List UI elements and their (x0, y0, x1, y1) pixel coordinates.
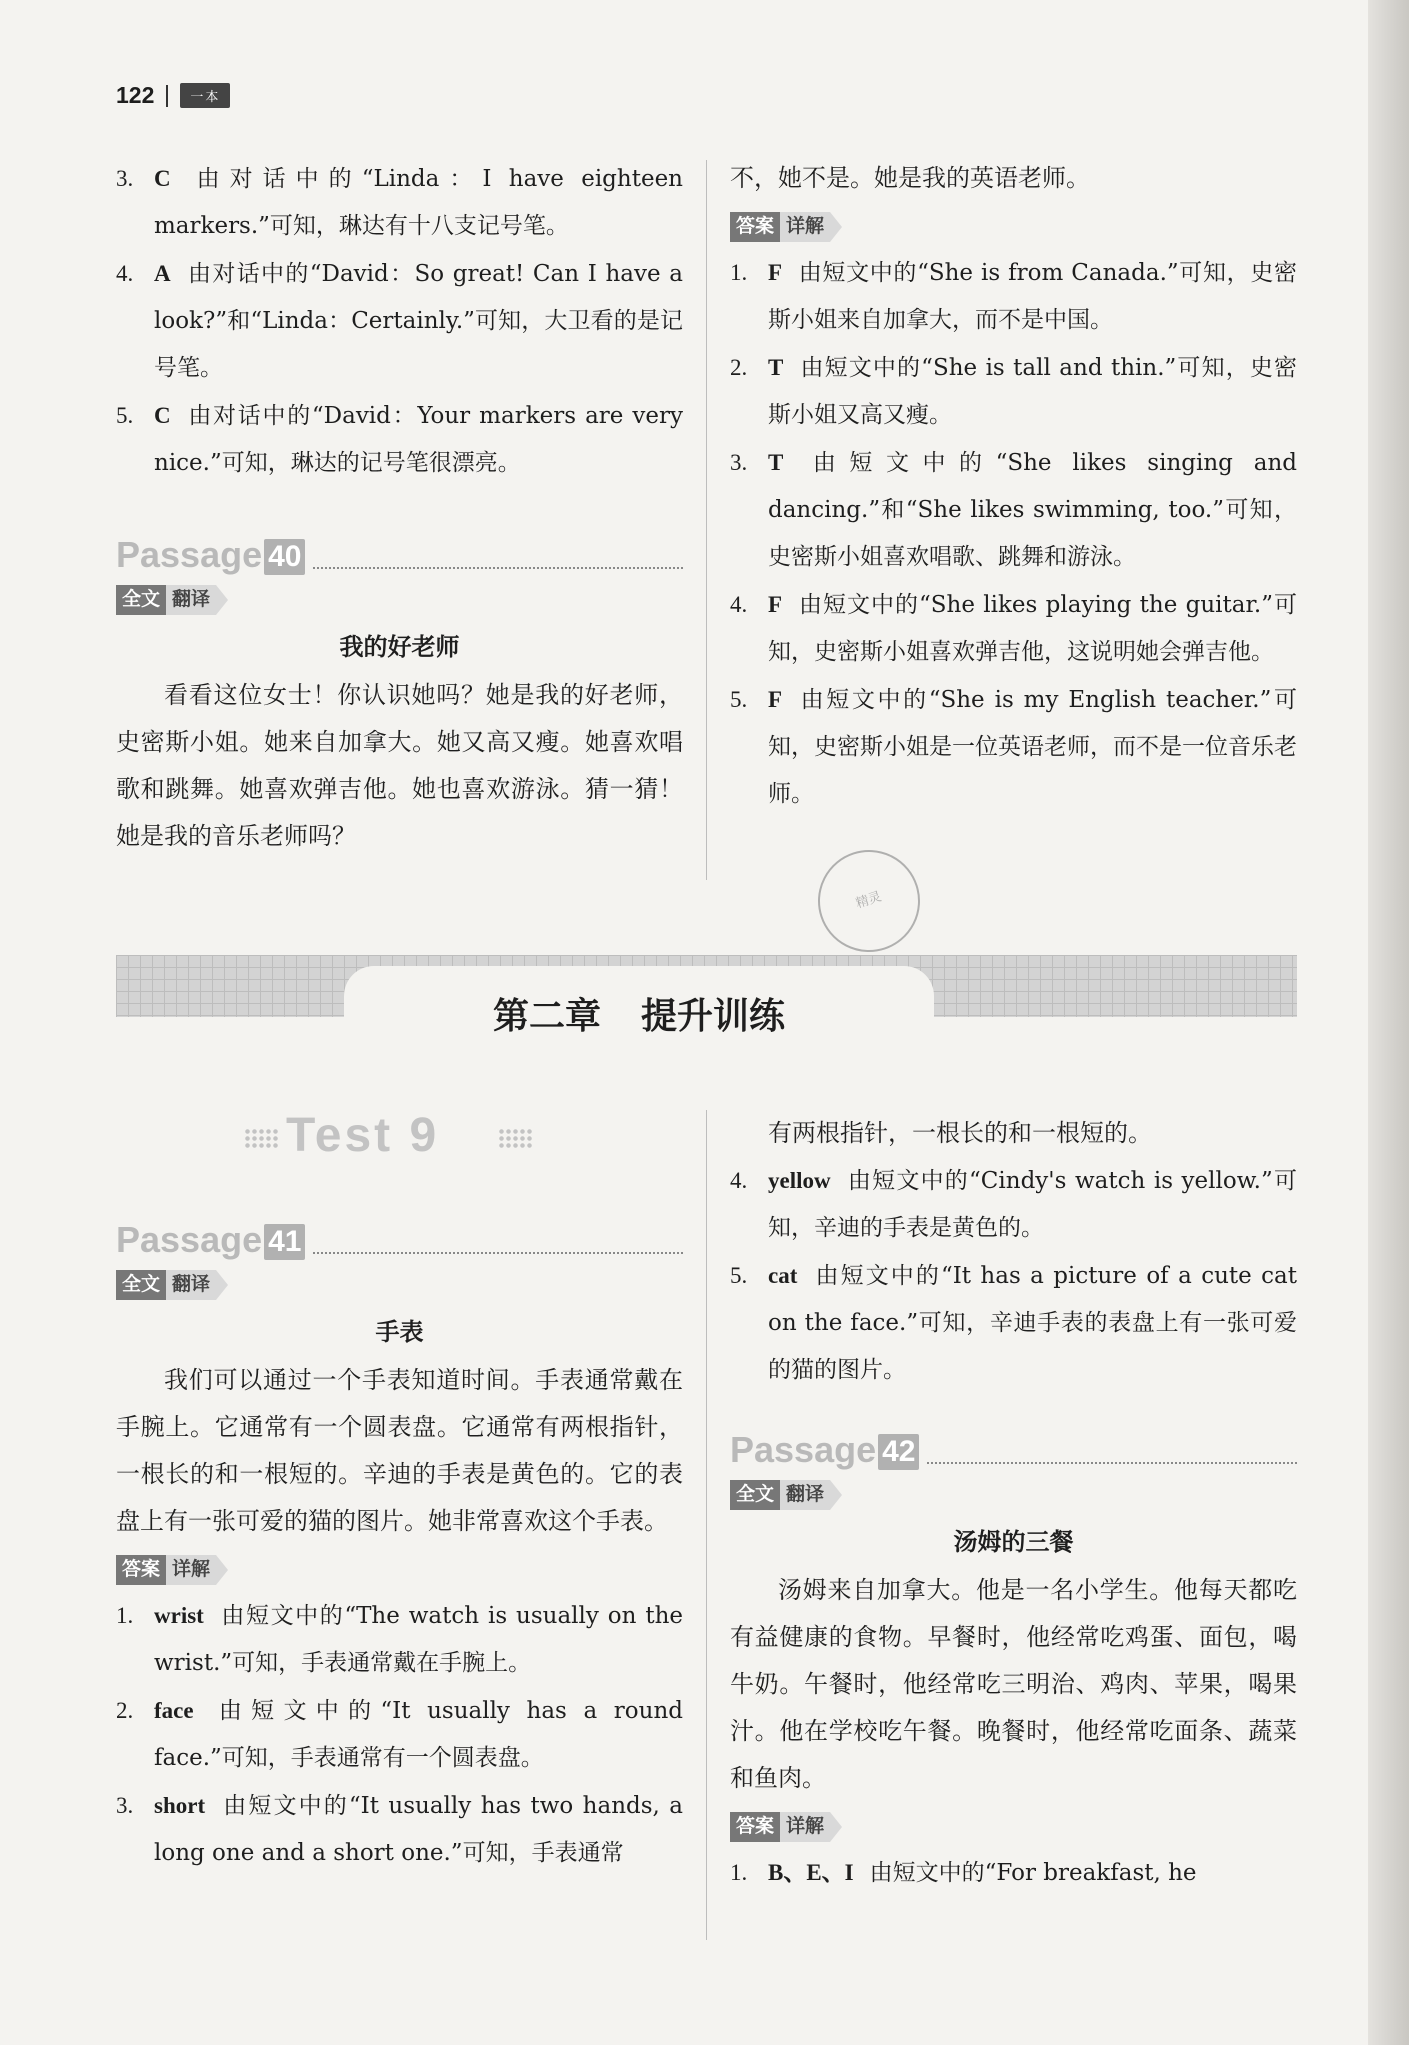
dotted-rule (927, 1462, 1297, 1464)
answer-item (730, 581, 1297, 676)
answer-item (730, 249, 1297, 344)
item-explanation: 由短文中的“She likes singing and dancing.”和“She likes swimming, too.”可知，史密斯小姐喜欢唱歌、跳舞和游泳。 (768, 450, 1297, 570)
item-number: 1. (116, 1603, 134, 1628)
item-answer: B、E、I (768, 1860, 854, 1885)
badge-part-2: 翻译 (166, 585, 216, 615)
passage-translation: 汤姆来自加拿大。他是一名小学生。他每天都吃有益健康的食物。早餐时，他经常吃鸡蛋、面包，喝牛奶。午餐时，他经常吃三明治、鸡肉、苹果，喝果汁。他在学校吃午餐。晚餐时，他经常吃面条、蔬菜和鱼肉。 (730, 1576, 1297, 1792)
item-number: 4. (730, 1168, 748, 1193)
passage-number: 42 (878, 1434, 919, 1470)
item-number: 4. (116, 261, 134, 286)
answer-item (730, 1157, 1297, 1252)
dotted-rule (313, 1252, 683, 1254)
item-answer: cat (768, 1263, 798, 1288)
item-answer: F (768, 687, 783, 712)
passage-heading (116, 1210, 683, 1260)
top-right-column (730, 155, 1297, 818)
item-answer: T (768, 355, 784, 380)
item-explanation: 由短文中的“She is my English teacher.”可知，史密斯小姐是一位英语老师，而不是一位音乐老师。 (768, 687, 1297, 807)
dotted-rule (313, 567, 683, 569)
passage-translation: 看看这位女士！你认识她吗？她是我的好老师，史密斯小姐。她来自加拿大。她又高又瘦。她喜欢唱歌和跳舞。她喜欢弹吉他。她也喜欢游泳。猜一猜！她是我的音乐老师吗？ (116, 681, 683, 850)
header-tag: 一本 (180, 83, 230, 108)
item-number: 1. (730, 1860, 748, 1885)
item-number: 4. (730, 592, 748, 617)
passage-label: Passage (116, 1219, 263, 1260)
item-explanation: 由短文中的“It usually has a round face.”可知，手表通常有一个圆表盘。 (154, 1698, 683, 1771)
badge-part-2: 详解 (780, 212, 830, 242)
answer-badge (730, 1812, 842, 1842)
passage-number: 40 (264, 539, 305, 575)
answer-item (730, 1849, 1297, 1897)
item-explanation: 由对话中的“David：So great! Can I have a look?”和“Linda：Certainly.”可知，大卫看的是记号笔。 (154, 261, 683, 381)
item-number: 2. (730, 355, 748, 380)
test-title: Test 9 (286, 1109, 440, 1162)
top-left-column (116, 155, 683, 860)
item-answer: short (154, 1793, 206, 1818)
answer-badge (730, 212, 842, 242)
item-answer: C (154, 403, 171, 428)
badge-part-1: 答案 (730, 1812, 780, 1842)
bottom-right-column (730, 1110, 1297, 1897)
continued-text: 不，她不是。她是我的英语老师。 (730, 164, 1090, 192)
item-answer: face (154, 1698, 194, 1723)
item-explanation: 由短文中的“The watch is usually on the wrist.”可知，手表通常戴在手腕上。 (154, 1603, 683, 1676)
chevron-icon (216, 1555, 228, 1585)
passage-title: 手表 (375, 1318, 424, 1346)
passage-label: Passage (730, 1429, 877, 1470)
badge-part-1: 答案 (730, 212, 780, 242)
item-number: 5. (730, 1263, 748, 1288)
translation-badge (730, 1480, 842, 1510)
chevron-icon (830, 212, 842, 242)
item-explanation: 由短文中的“She is tall and thin.”可知，史密斯小姐又高又瘦。 (768, 355, 1297, 428)
translation-badge (116, 585, 228, 615)
chevron-icon (216, 1270, 228, 1300)
seal-text: 精灵 (854, 889, 884, 912)
badge-part-2: 详解 (166, 1555, 216, 1585)
bottom-left-column (116, 1210, 683, 1877)
item-number: 2. (116, 1698, 134, 1723)
item-number: 3. (730, 450, 748, 475)
chapter-number: 第二章 (492, 995, 601, 1037)
seal-stamp-icon (805, 837, 934, 966)
page-number: 122 (116, 82, 155, 108)
translation-badge (116, 1270, 228, 1300)
header-divider (166, 85, 168, 107)
item-explanation: 由对话中的“David：Your markers are very nice.”可知，琳达的记号笔很漂亮。 (154, 403, 683, 476)
chevron-icon (830, 1480, 842, 1510)
item-number: 5. (116, 403, 134, 428)
badge-part-1: 全文 (116, 1270, 166, 1300)
answer-badge (116, 1555, 228, 1585)
passage-number: 41 (264, 1224, 305, 1260)
item-answer: T (768, 450, 784, 475)
item-explanation: 由短文中的“It has a picture of a cute cat on the face.”可知，辛迪手表的表盘上有一张可爱的猫的图片。 (768, 1263, 1297, 1383)
passage-title: 我的好老师 (339, 633, 460, 661)
badge-part-2: 翻译 (166, 1270, 216, 1300)
passage-translation: 我们可以通过一个手表知道时间。手表通常戴在手腕上。它通常有一个圆表盘。它通常有两根指针，一根长的和一根短的。辛迪的手表是黄色的。它的表盘上有一张可爱的猫的图片。她非常喜欢这个手表。 (116, 1366, 683, 1535)
item-explanation: 由短文中的“For breakfast, he (869, 1860, 1197, 1886)
chevron-icon (830, 1812, 842, 1842)
passage-heading (730, 1420, 1297, 1470)
badge-part-2: 详解 (780, 1812, 830, 1842)
item-explanation: 由短文中的“Cindy's watch is yellow.”可知，辛迪的手表是黄色的。 (768, 1168, 1297, 1241)
answer-item (730, 676, 1297, 818)
item-explanation: 由短文中的“It usually has two hands, a long one and a short one.”可知，手表通常 (154, 1793, 683, 1866)
dots-decoration-icon (498, 1128, 534, 1150)
item-answer: F (768, 592, 783, 617)
answer-item (116, 1782, 683, 1877)
answer-item (116, 155, 683, 250)
dots-decoration-icon (244, 1128, 280, 1150)
answer-item (730, 1252, 1297, 1394)
badge-part-1: 全文 (730, 1480, 780, 1510)
answer-item (730, 439, 1297, 581)
chapter-title: 提升训练 (641, 995, 786, 1037)
item-answer: yellow (768, 1168, 831, 1193)
item-number: 1. (730, 260, 748, 285)
chevron-icon (216, 585, 228, 615)
page-header (116, 82, 230, 109)
passage-label: Passage (116, 534, 263, 575)
item-number: 3. (116, 1793, 134, 1818)
item-answer: A (154, 261, 171, 286)
column-divider-top (706, 160, 707, 880)
answer-item (116, 1592, 683, 1687)
item-answer: F (768, 260, 783, 285)
item-explanation: 由短文中的“She is from Canada.”可知，史密斯小姐来自加拿大，而不是中国。 (768, 260, 1297, 333)
answer-item (730, 344, 1297, 439)
answer-item (116, 392, 683, 487)
answer-item (116, 1687, 683, 1782)
item-number: 3. (116, 166, 134, 191)
answer-item (116, 250, 683, 392)
column-divider-bottom (706, 1110, 707, 1940)
passage-title: 汤姆的三餐 (953, 1528, 1074, 1556)
item-answer: C (154, 166, 171, 191)
chapter-banner (344, 966, 934, 1060)
passage-heading (116, 525, 683, 575)
page-edge (1368, 0, 1409, 2045)
continued-text: 有两根指针，一根长的和一根短的。 (768, 1119, 1152, 1147)
item-answer: wrist (154, 1603, 204, 1628)
item-number: 5. (730, 687, 748, 712)
badge-part-1: 全文 (116, 585, 166, 615)
item-explanation: 由对话中的“Linda：I have eighteen markers.”可知，琳达有十八支记号笔。 (154, 166, 683, 239)
badge-part-2: 翻译 (780, 1480, 830, 1510)
badge-part-1: 答案 (116, 1555, 166, 1585)
item-explanation: 由短文中的“She likes playing the guitar.”可知，史密斯小姐喜欢弹吉他，这说明她会弹吉他。 (768, 592, 1297, 665)
